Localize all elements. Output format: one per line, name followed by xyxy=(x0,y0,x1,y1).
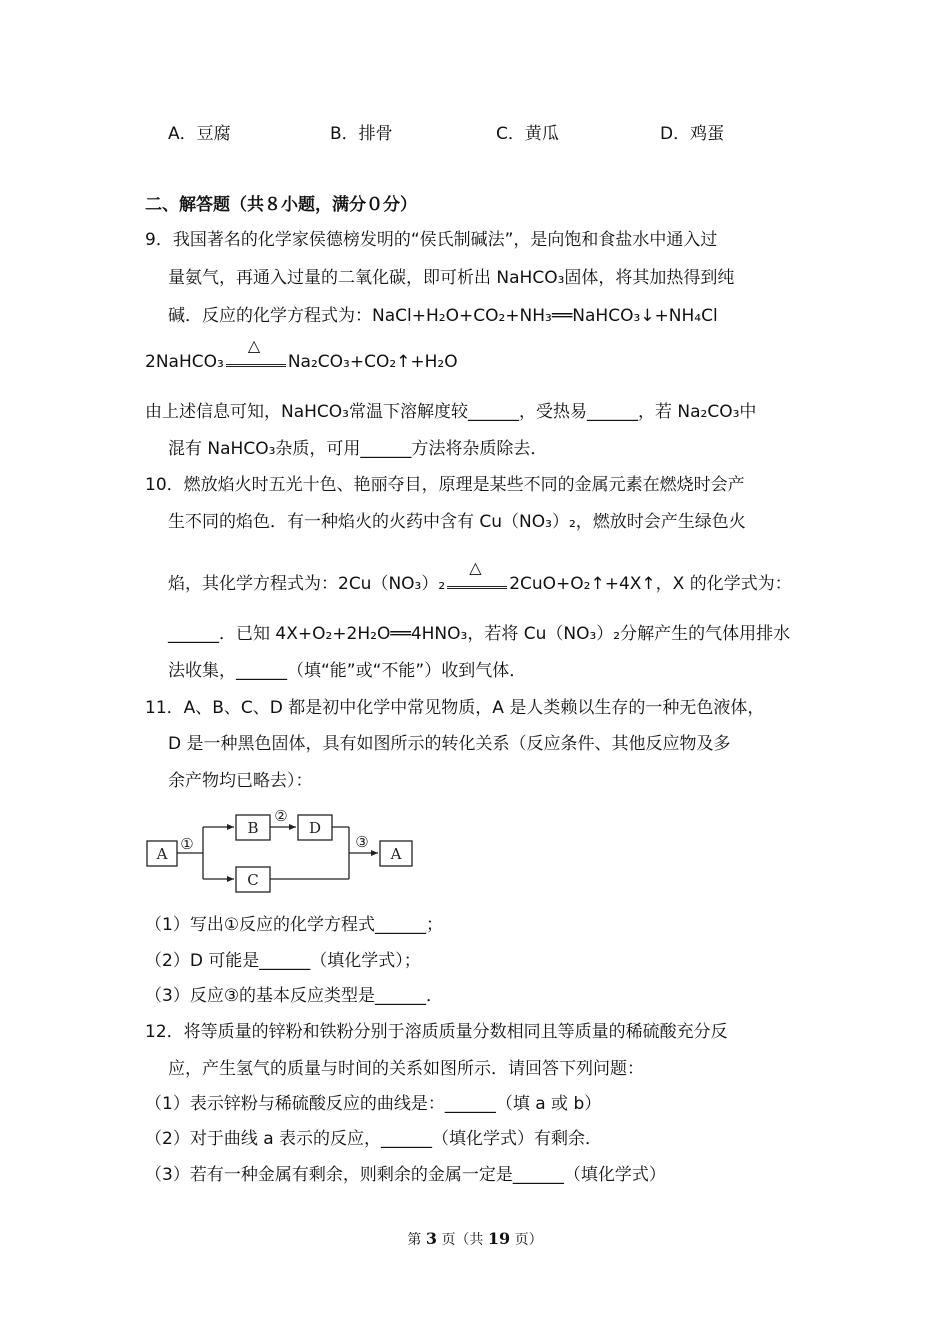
q12-sub3: （3）若有一种金属有剩余，则剩余的金属一定是______（填化学式） xyxy=(145,1165,666,1185)
q11-line3: 余产物均已略去）： xyxy=(168,771,313,791)
q12-sub1: （1）表示锌粉与稀硫酸反应的曲线是：______（填 a 或 b） xyxy=(145,1094,602,1114)
section-title: 二、解答题（共８小题，满分０分） xyxy=(145,195,417,215)
delta-icon: △ xyxy=(469,558,482,577)
q9-equation2 xyxy=(145,336,458,372)
box-a-end-label: A xyxy=(390,845,402,863)
q10-line3-right: 2CuO+O₂↑+4X↑，X 的化学式为： xyxy=(509,574,792,594)
option-a: A．豆腐 xyxy=(168,124,231,144)
footer-page-number: 3 xyxy=(425,1229,437,1248)
option-d: D．鸡蛋 xyxy=(660,124,725,144)
footer-suffix: 页） xyxy=(514,1232,543,1248)
transformation-diagram xyxy=(140,805,430,900)
footer-prefix: 第 xyxy=(407,1232,422,1248)
q9-line2: 量氨气，再通入过量的二氧化碳，即可析出 NaHCO₃固体，将其加热得到纯 xyxy=(168,268,735,288)
q10-line5: 法收集，______（填“能”或“不能”）收到气体． xyxy=(168,661,527,681)
q11-sub1: （1）写出①反应的化学方程式______； xyxy=(145,915,444,935)
q9-eq2-left: 2NaHCO₃ xyxy=(145,352,224,372)
reaction-mark-1: ① xyxy=(180,835,194,853)
footer-middle: 页（共 xyxy=(441,1232,484,1248)
page-footer xyxy=(0,1229,950,1249)
q10-line4: ______．已知 4X+O₂+2H₂O══4HNO₃，若将 Cu（NO₃）₂分解产生的气体用排水 xyxy=(168,624,791,644)
q10-line2: 生不同的焰色．有一种焰火的火药中含有 Cu（NO₃）₂，燃放时会产生绿色火 xyxy=(168,512,746,532)
q12-line2: 应，产生氢气的质量与时间的关系如图所示．请回答下列问题： xyxy=(168,1059,644,1079)
reaction-mark-3: ③ xyxy=(355,833,369,851)
option-c: C．黄瓜 xyxy=(496,124,559,144)
q10-line3-left: 焰，其化学方程式为：2Cu（NO₃）₂ xyxy=(168,574,446,594)
box-c-label: C xyxy=(247,871,259,889)
q9-eq2-right: Na₂CO₃+CO₂↑+H₂O xyxy=(287,352,458,372)
box-a-start-label: A xyxy=(156,845,168,863)
q12-sub2: （2）对于曲线 a 表示的反应，______（填化学式）有剩余． xyxy=(145,1129,603,1149)
box-b-label: B xyxy=(247,819,259,837)
heat-arrow xyxy=(447,558,507,589)
q10-line1: 10．燃放焰火时五光十色、艳丽夺目，原理是某些不同的金属元素在燃烧时会产 xyxy=(145,475,745,495)
q11-line2: D 是一种黑色固体，具有如图所示的转化关系（反应条件、其他反应物及多 xyxy=(168,734,731,754)
q9-line1: 9．我国著名的化学家侯德榜发明的“侯氏制碱法”，是向饱和食盐水中通入过 xyxy=(145,230,718,250)
delta-icon: △ xyxy=(247,336,261,355)
q9-line5: 由上述信息可知，NaHCO₃常温下溶解度较______，受热易______，若 Na₂CO₃中 xyxy=(145,402,757,422)
q9-line6: 混有 NaHCO₃杂质，可用______方法将杂质除去． xyxy=(168,439,548,459)
heat-arrow xyxy=(226,336,286,367)
reaction-mark-2: ② xyxy=(274,807,288,825)
q11-sub2: （2）D 可能是______（填化学式）； xyxy=(145,951,421,971)
box-d-label: D xyxy=(308,819,322,837)
q10-line3 xyxy=(168,558,792,594)
q9-line3: 碱．反应的化学方程式为：NaCl+H₂O+CO₂+NH₃══NaHCO₃↓+NH₄Cl xyxy=(168,306,718,326)
option-b: B．排骨 xyxy=(330,124,393,144)
q11-sub3: （3）反应③的基本反应类型是______． xyxy=(145,986,444,1006)
q12-line1: 12．将等质量的锌粉和铁粉分别于溶质质量分数相同且等质量的稀硫酸充分反 xyxy=(145,1022,728,1042)
footer-total-pages: 19 xyxy=(487,1229,511,1248)
q11-line1: 11．A、B、C、D 都是初中化学中常见物质，A 是人类赖以生存的一种无色液体， xyxy=(145,698,765,718)
